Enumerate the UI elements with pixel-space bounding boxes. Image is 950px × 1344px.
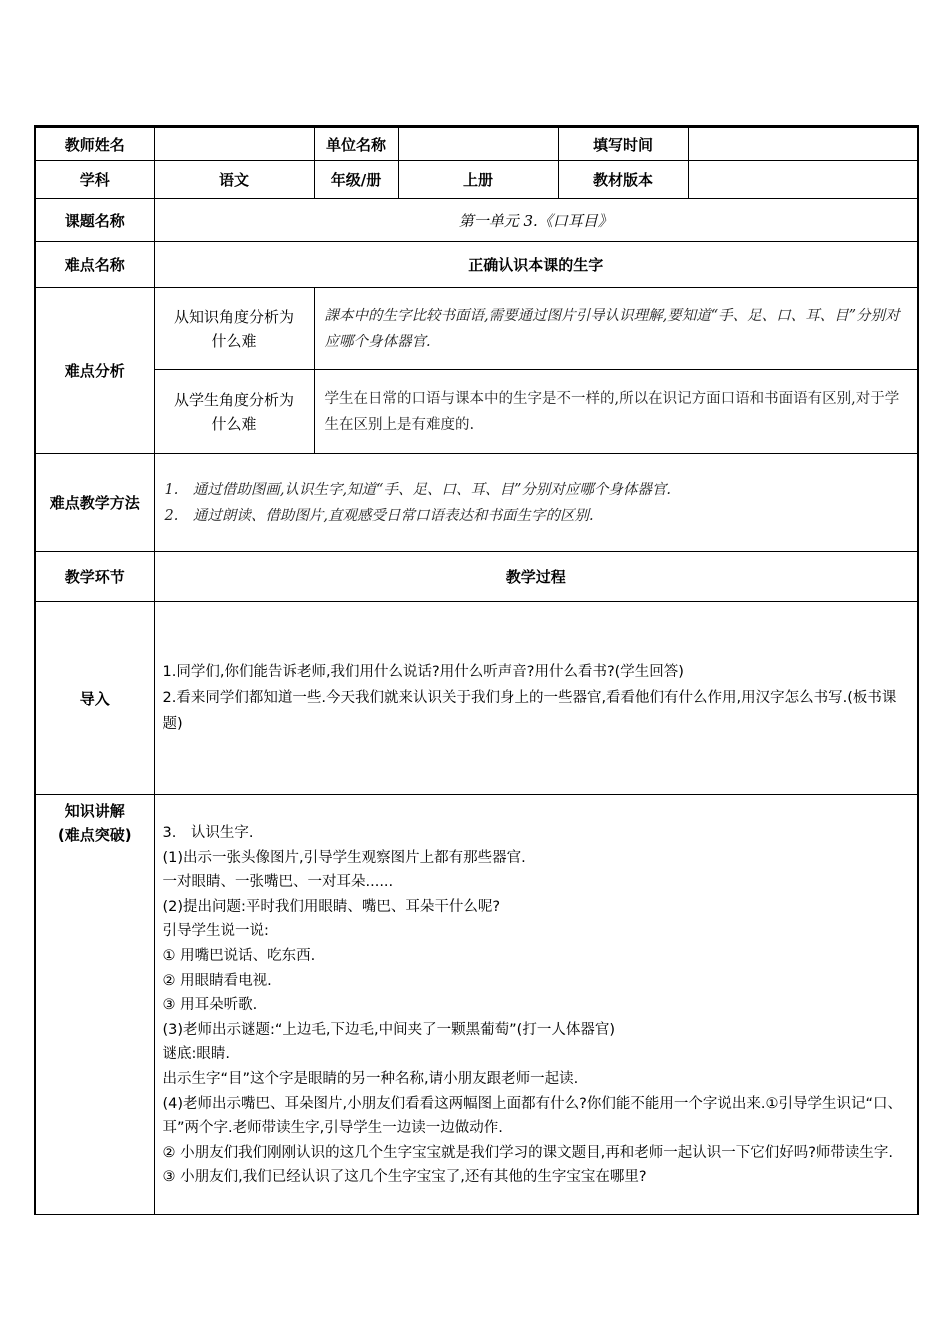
knowledge-line: (1)出示一张头像图片,引导学生观察图片上都有那些器官. bbox=[162, 849, 526, 866]
knowledge-label-cell bbox=[35, 795, 154, 1215]
knowledge-line: (3)老师出示谜题:“上边毛,下边毛,中间夹了一颗黑葡萄”(打一人体器官) bbox=[162, 1021, 615, 1038]
knowledge-line: (4)老师出示嘴巴、耳朵图片,小朋友们看看这两幅图上面都有什么?你们能不能用一个字说出来.①引导学生识记“口、耳”两个字.老师带读生字,引导学生一边读一边做动作. bbox=[162, 1095, 902, 1137]
teacher-name-label: 教师姓名 bbox=[35, 127, 154, 161]
difficulty-value: 正确认识本课的生字 bbox=[154, 242, 918, 288]
edition-label: 教材版本 bbox=[558, 161, 688, 199]
knowledge-line: 引导学生说一说: bbox=[162, 923, 269, 940]
row-knowledge bbox=[35, 795, 918, 1215]
method-cell bbox=[154, 454, 918, 552]
knowledge-label-line1: 知识讲解 bbox=[64, 802, 125, 820]
row-teacher bbox=[35, 127, 918, 161]
row-analysis-knowledge bbox=[35, 288, 918, 370]
row-intro bbox=[35, 602, 918, 795]
knowledge-label-line2: (难点突破) bbox=[57, 826, 132, 844]
knowledge-line: 谜底:眼睛. bbox=[162, 1046, 230, 1063]
subject-label: 学科 bbox=[35, 161, 154, 199]
row-topic bbox=[35, 199, 918, 242]
knowledge-line: (2)提出问题:平时我们用眼睛、嘴巴、耳朵干什么呢? bbox=[162, 898, 501, 915]
method-item: 2. 通过朗读、借助图片,直观感受日常口语表达和书面生字的区别. bbox=[164, 507, 594, 524]
knowledge-angle-cell bbox=[314, 288, 918, 370]
row-method bbox=[35, 454, 918, 552]
knowledge-line: ② 小朋友们我们刚刚认识的这几个生字宝宝就是我们学习的课文题目,再和老师一起认识一下它们好吗?师带读生字. bbox=[162, 1144, 894, 1161]
unit-label: 单位名称 bbox=[314, 127, 398, 161]
method-label: 难点教学方法 bbox=[35, 454, 154, 552]
knowledge-angle-text: 課本中的生字比较书面语,需要通过图片引导认识理解,要知道“手、足、口、耳、目”分别对应哪个身体器官. bbox=[324, 307, 900, 350]
analysis-label: 难点分析 bbox=[35, 288, 154, 454]
subject-value: 语文 bbox=[154, 161, 314, 199]
difficulty-label: 难点名称 bbox=[35, 242, 154, 288]
knowledge-line: 一对眼睛、一张嘴巴、一对耳朵...... bbox=[162, 874, 394, 891]
grade-value: 上册 bbox=[398, 161, 558, 199]
row-analysis-student bbox=[35, 370, 918, 454]
student-angle-cell bbox=[314, 370, 918, 454]
student-angle-label: 从学生角度分析为什么难 bbox=[154, 370, 314, 454]
teacher-name-value bbox=[154, 127, 314, 161]
unit-value bbox=[398, 127, 558, 161]
row-difficulty bbox=[35, 242, 918, 288]
method-item: 1. 通过借助图画,认识生字,知道“手、足、口、耳、目”分别对应哪个身体器官. bbox=[164, 481, 671, 498]
knowledge-line: ③ 小朋友们,我们已经认识了这几个生字宝宝了,还有其他的生字宝宝在哪里? bbox=[162, 1169, 647, 1186]
knowledge-cell bbox=[154, 795, 918, 1215]
row-process-header bbox=[35, 552, 918, 602]
knowledge-angle-label: 从知识角度分析为什么难 bbox=[154, 288, 314, 370]
lesson-plan-table bbox=[34, 125, 919, 1215]
intro-line: 1.同学们,你们能告诉老师,我们用什么说话?用什么听声音?用什么看书?(学生回答) bbox=[162, 664, 684, 680]
knowledge-line: ② 用眼睛看电视. bbox=[162, 972, 272, 989]
knowledge-line: ① 用嘴巴说话、吃东西. bbox=[162, 947, 316, 964]
intro-line: 2.看来同学们都知道一些.今天我们就来认识关于我们身上的一些器官,看看他们有什么作用,用汉字怎么书写.(板书课题) bbox=[162, 690, 897, 732]
fill-time-label: 填写时间 bbox=[558, 127, 688, 161]
intro-cell bbox=[154, 602, 918, 795]
grade-label: 年级/册 bbox=[314, 161, 398, 199]
knowledge-line: 3. 认识生字. bbox=[162, 825, 254, 841]
knowledge-line: ③ 用耳朵听歌. bbox=[162, 997, 258, 1014]
stage-label: 教学环节 bbox=[35, 552, 154, 602]
fill-time-value bbox=[688, 127, 918, 161]
edition-value bbox=[688, 161, 918, 199]
process-label: 教学过程 bbox=[154, 552, 918, 602]
intro-label: 导入 bbox=[35, 602, 154, 795]
knowledge-line: 出示生字“目”这个字是眼睛的另一种名称,请小朋友跟老师一起读. bbox=[162, 1070, 579, 1087]
student-angle-text: 学生在日常的口语与课本中的生字是不一样的,所以在识记方面口语和书面语有区别,对于学生在区别上是有难度的. bbox=[324, 390, 900, 433]
topic-value: 第一单元 3.《口耳目》 bbox=[154, 199, 918, 242]
topic-label: 课题名称 bbox=[35, 199, 154, 242]
row-subject bbox=[35, 161, 918, 199]
